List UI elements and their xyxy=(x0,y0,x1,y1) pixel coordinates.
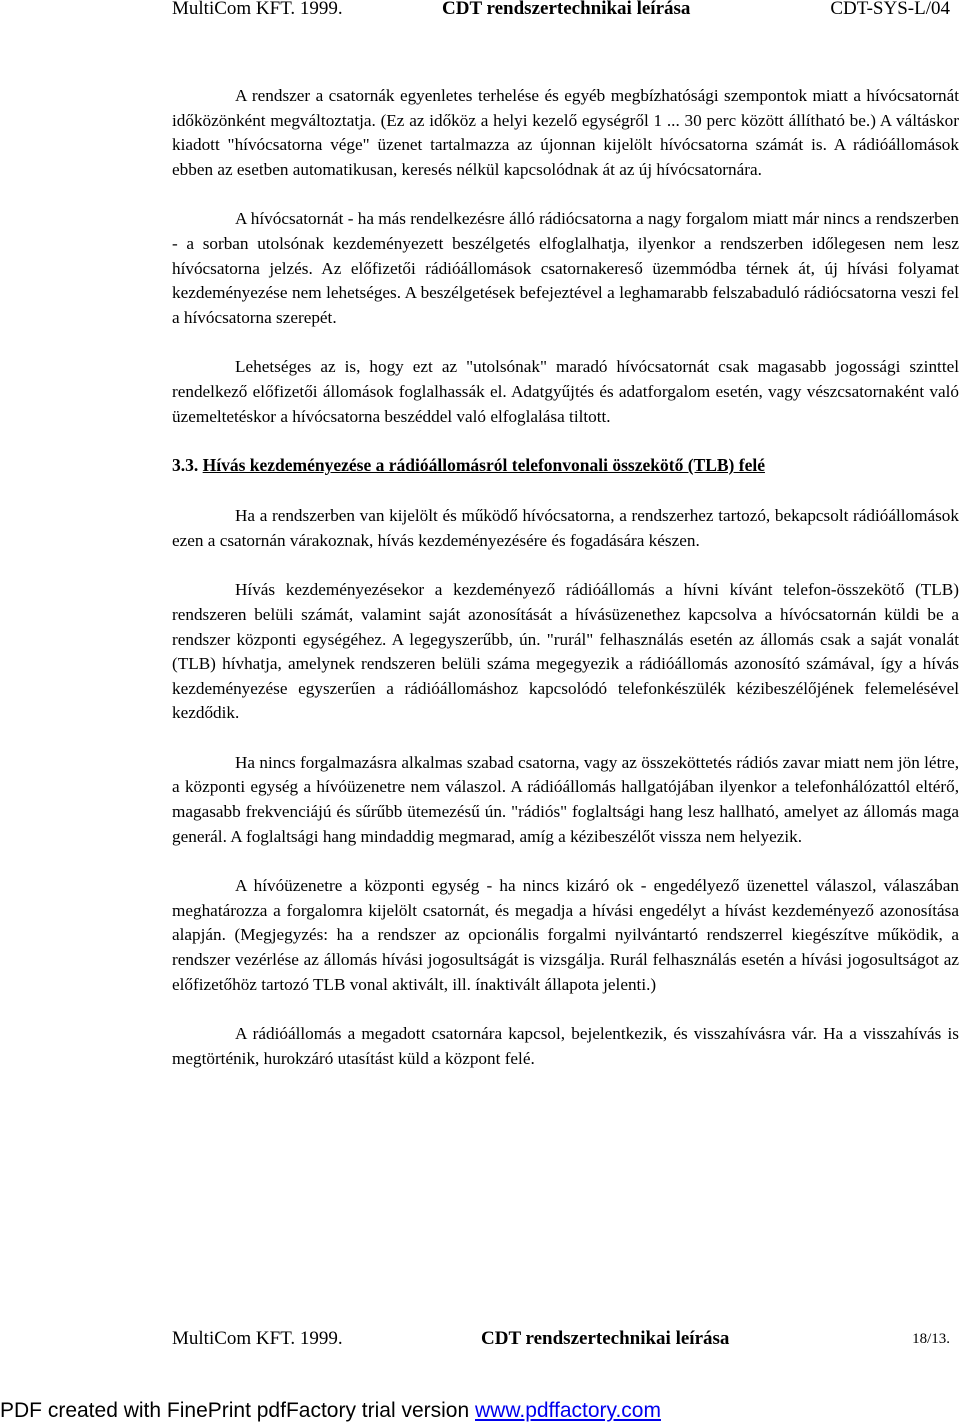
paragraph-7: A hívóüzenetre a központi egység - ha nincs kizáró ok - engedélyező üzenettel válaszol, válaszában meghatározza a forgalomra kijelölt csatornát, és megadja a hívási engedélyt a hívást kezdeményező azonosítása alapján. (Megjegyzés: ha a rendszer az opcionális forgalmi nyilvántartó rendszerrel kiegészítve működik, a rendszer vezérlése az állomás hívási jogosultságát is vizsgálja. Rurál felhasználás esetén a hívási jogosultságot az előfizetőhöz tartozó TLB vonal aktivált, ill. ínaktivált állapota jelenti.) xyxy=(172,876,959,994)
paragraph-8: A rádióállomás a megadott csatornára kapcsol, bejelentkezik, és visszahívásra vár. Ha a visszahívás is megtörténik, hurokzáró utasítást küld a központ felé. xyxy=(172,1024,959,1068)
paragraph-2: A hívócsatornát - ha más rendelkezésre álló rádiócsatorna a nagy forgalom miatt már nincs a rendszerben - a sorban utolsónak kezdeményezett beszélgetés elfoglalhatja, ilyenkor a rendszerben időlegesen nem lesz hívócsatorna jelzés. Az előfizetői rádióállomások csatornakereső üzemmódba térnek át, új hívási folyamat kezdeményezése nem lehetséges. A beszélgetések befejeztével a leghamarabb felszabaduló rádiócsatorna veszi fel a hívócsatorna szerepét. xyxy=(172,209,959,327)
footer-company: MultiCom KFT. 1999. xyxy=(172,1328,343,1349)
section-number: 3.3. xyxy=(172,455,199,476)
paragraph-4: Ha a rendszerben van kijelölt és működő hívócsatorna, a rendszerhez tartozó, bekapcsolt rádióállomások ezen a csatornán várakoznak, hívás kezdeményezésére és fogadására készen. xyxy=(172,506,959,550)
section-title: Hívás kezdeményezése a rádióállomásról telefonvonali összekötő (TLB) felé xyxy=(202,455,765,476)
banner-link[interactable]: www.pdffactory.com xyxy=(475,1399,661,1422)
paragraph-5: Hívás kezdeményezésekor a kezdeményező rádióállomás a hívni kívánt telefon-összekötő (TLB) rendszeren belüli számát, valamint saját azonosítását a hívásüzenethez kapcsolva a hívócsatornán küldi be a rendszer központi egységéhez. A legegyszerűbb, ún. "rurál" felhasználás esetén az állomás csak a saját vonalát (TLB) hívhatja, amelynek rendszeren belüli száma megegyezik a rádióállomás azonosító számával, így a hívás kezdeményezése egyszerűen a rádióállomáshoz kapcsolódó telefonkészülék kézibeszélőjének felemelésével kezdődik. xyxy=(172,580,959,723)
paragraph-1: A rendszer a csatornák egyenletes terhelése és egyéb megbízhatósági szempontok miatt a hívócsatornát időközönként megváltoztatja. (Ez az időköz a helyi kezelő egységről 1 ... 30 perc között állítható be.) A váltáskor kiadott "hívócsatorna vége" üzenet tartalmazza az újonnan kijelölt hívócsatorna számát is. A rádióállomások ebben az esetben automatikusan, keresés nélkül kapcsolódnak át az új hívócsatornára. xyxy=(172,86,959,179)
banner-text: PDF created with FinePrint pdfFactory trial version xyxy=(0,1399,476,1422)
paragraph-6: Ha nincs forgalmazásra alkalmas szabad csatorna, vagy az összeköttetés rádiós zavar miatt nem jön létre, a központi egység a hívóüzenetre nem válaszol. A rádióállomás hallgatójában ilyenkor a telefonhálózattól eltérő, magasabb frekvenciájú és sűrűbb ütemezésű ún. "rádiós" foglaltsági hang lesz hallható, amelyet az állomás maga generál. A foglaltsági hang mindaddig megmarad, amíg a kézibeszélőt vissza nem helyezik. xyxy=(172,752,959,846)
document-body xyxy=(172,84,959,1071)
header-document-code: CDT-SYS-L/04 xyxy=(830,0,950,19)
pdf-trial-banner xyxy=(0,1396,960,1426)
page-header xyxy=(172,0,950,22)
header-document-title: CDT rendszertechnikai leírása xyxy=(442,0,691,19)
footer-page-number: 18/13. xyxy=(912,1331,950,1347)
section-heading xyxy=(172,454,959,476)
footer-document-title: CDT rendszertechnikai leírása xyxy=(481,1328,730,1349)
paragraph-3: Lehetséges az is, hogy ezt az "utolsónak" maradó hívócsatornát csak magasabb jogossági szinttel rendelkező előfizetői állomások foglalhassák el. Adatgyűjtés és adatforgalom esetén, vagy vészcsatornaként való üzemeltetéskor a hívócsatorna beszéddel való elfoglalása tiltott. xyxy=(172,357,959,426)
page-footer xyxy=(172,1326,950,1352)
header-company: MultiCom KFT. 1999. xyxy=(172,0,343,19)
